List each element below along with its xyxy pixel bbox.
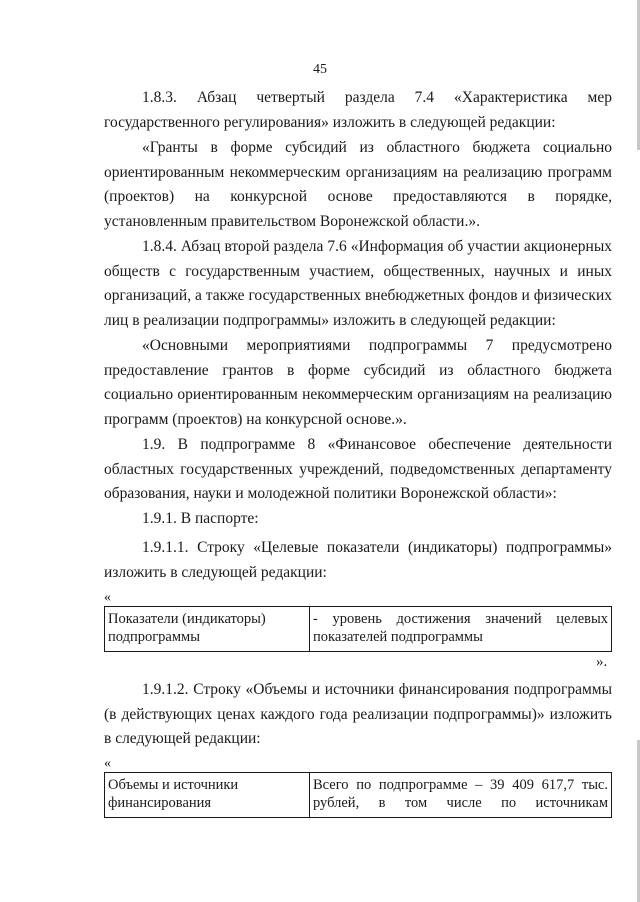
- table-cell-label: Объемы и источники финансирования: [105, 773, 310, 818]
- paragraph-grants-quote: «Гранты в форме субсидий из областного бюджета социально ориентированным некоммерческим организациям на реализацию программ (проектов) на конкурсной основе предоставляются в порядке, установленным правительством Воронежской области.».: [104, 139, 612, 230]
- paragraph-1-9-1-2: 1.9.1.2. Строку «Объемы и источники финансирования подпрограммы (в действующих ценах каждого года реализации подпрограммы)» изложить в следующей редакции:: [104, 681, 612, 748]
- page-number: 45: [313, 62, 327, 77]
- paragraph-1-9-1: 1.9.1. В паспорте:: [142, 510, 259, 527]
- paragraph-1-8-4: 1.8.4. Абзац второй раздела 7.6 «Информация об участии акционерных обществ с государственным участием, общественных, научных и иных организаций, а также государственных внебюджетных фондов и физических лиц в реализации подпрограммы» изложить в следующей редакции:: [104, 238, 612, 329]
- paragraph-1-8-3: 1.8.3. Абзац четвертый раздела 7.4 «Характеристика мер государственного регулирования» изложить в следующей редакции:: [104, 89, 612, 131]
- table-cell-value: - уровень достижения значений целевых показателей подпрограммы: [310, 607, 612, 652]
- table-cell-label: Показатели (индикаторы) подпрограммы: [105, 607, 310, 652]
- paragraph-main-activities-quote: «Основными мероприятиями подпрограммы 7 предусмотрено предоставление грантов в форме субсидий из областного бюджета социально ориентированным некоммерческим организациям на реализацию программ (проектов) на конкурсной основе.».: [104, 337, 612, 428]
- paragraph-1-9: 1.9. В подпрограмме 8 «Финансовое обеспечение деятельности областных государственных учреждений, подведомственных департаменту образования, науки и молодежной политики Воронежской области»:: [104, 436, 612, 503]
- table2-open-quote: «: [104, 756, 111, 771]
- table1-open-quote: «: [104, 590, 111, 605]
- funding-table: [104, 772, 612, 818]
- table1-close-quote: ».: [596, 654, 608, 670]
- targets-table: [104, 606, 612, 652]
- table-row: [105, 773, 612, 818]
- paragraph-1-9-1-1: 1.9.1.1. Строку «Целевые показатели (индикаторы) подпрограммы» изложить в следующей редакции:: [104, 539, 612, 581]
- table-cell-value: [310, 773, 612, 818]
- funding-sources-line: рублей, в том числе по источникам: [313, 795, 608, 811]
- table-row: [105, 607, 612, 652]
- funding-total-line: Всего по подпрограмме – 39 409 617,7 тыс.: [313, 777, 608, 793]
